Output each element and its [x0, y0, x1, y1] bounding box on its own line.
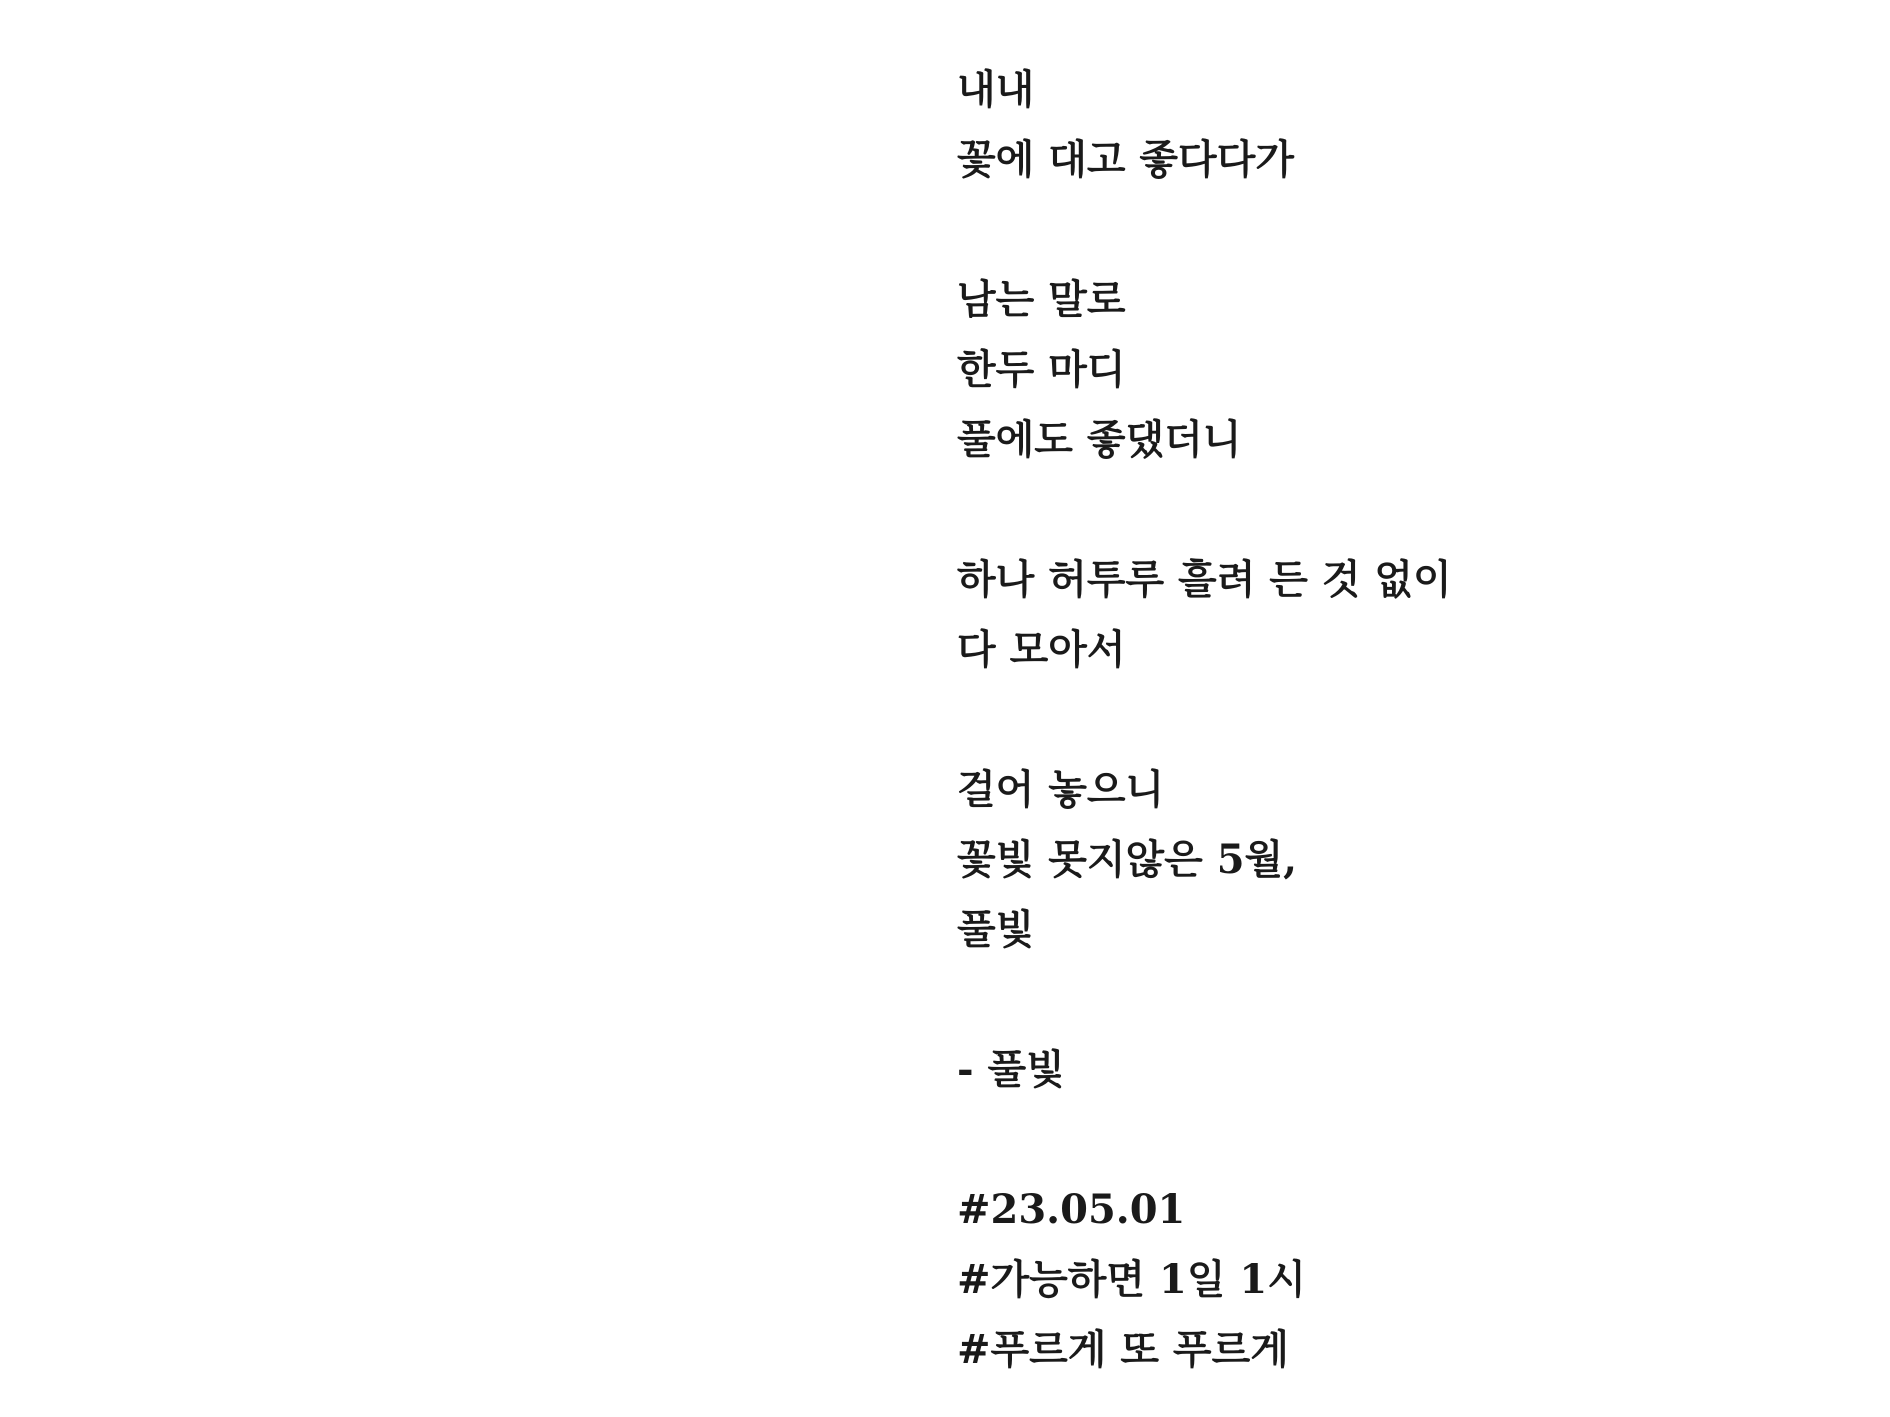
author-name: - 풀빛 [957, 1046, 1065, 1093]
poem-text [957, 55, 1452, 1385]
stanza-2 [957, 265, 1452, 475]
poem-line: 걸어 놓으니 [957, 766, 1165, 813]
poem-line: 꽃빛 못지않은 5월, [957, 836, 1298, 883]
hashtags [957, 1175, 1452, 1385]
poem-line: 풀빛 [957, 906, 1035, 953]
poem-line: 한두 마디 [957, 346, 1126, 393]
poem-line: 남는 말로 [957, 276, 1126, 323]
poem-line: 풀에도 좋댔더니 [957, 416, 1242, 463]
author-signature [957, 1035, 1452, 1105]
stanza-3 [957, 545, 1452, 685]
poem-line: 하나 허투루 흘려 든 것 없이 [957, 556, 1452, 603]
poem-line: 내내 [957, 66, 1035, 113]
poem-line: 꽃에 대고 좋다다가 [957, 136, 1294, 183]
stanza-4 [957, 755, 1452, 965]
hashtag: #푸르게 또 푸르게 [957, 1326, 1289, 1373]
poem-line: 다 모아서 [957, 626, 1126, 673]
stanza-1 [957, 55, 1452, 195]
hashtag-date: #23.05.01 [957, 1186, 1186, 1233]
hashtag: #가능하면 1일 1시 [957, 1256, 1306, 1303]
